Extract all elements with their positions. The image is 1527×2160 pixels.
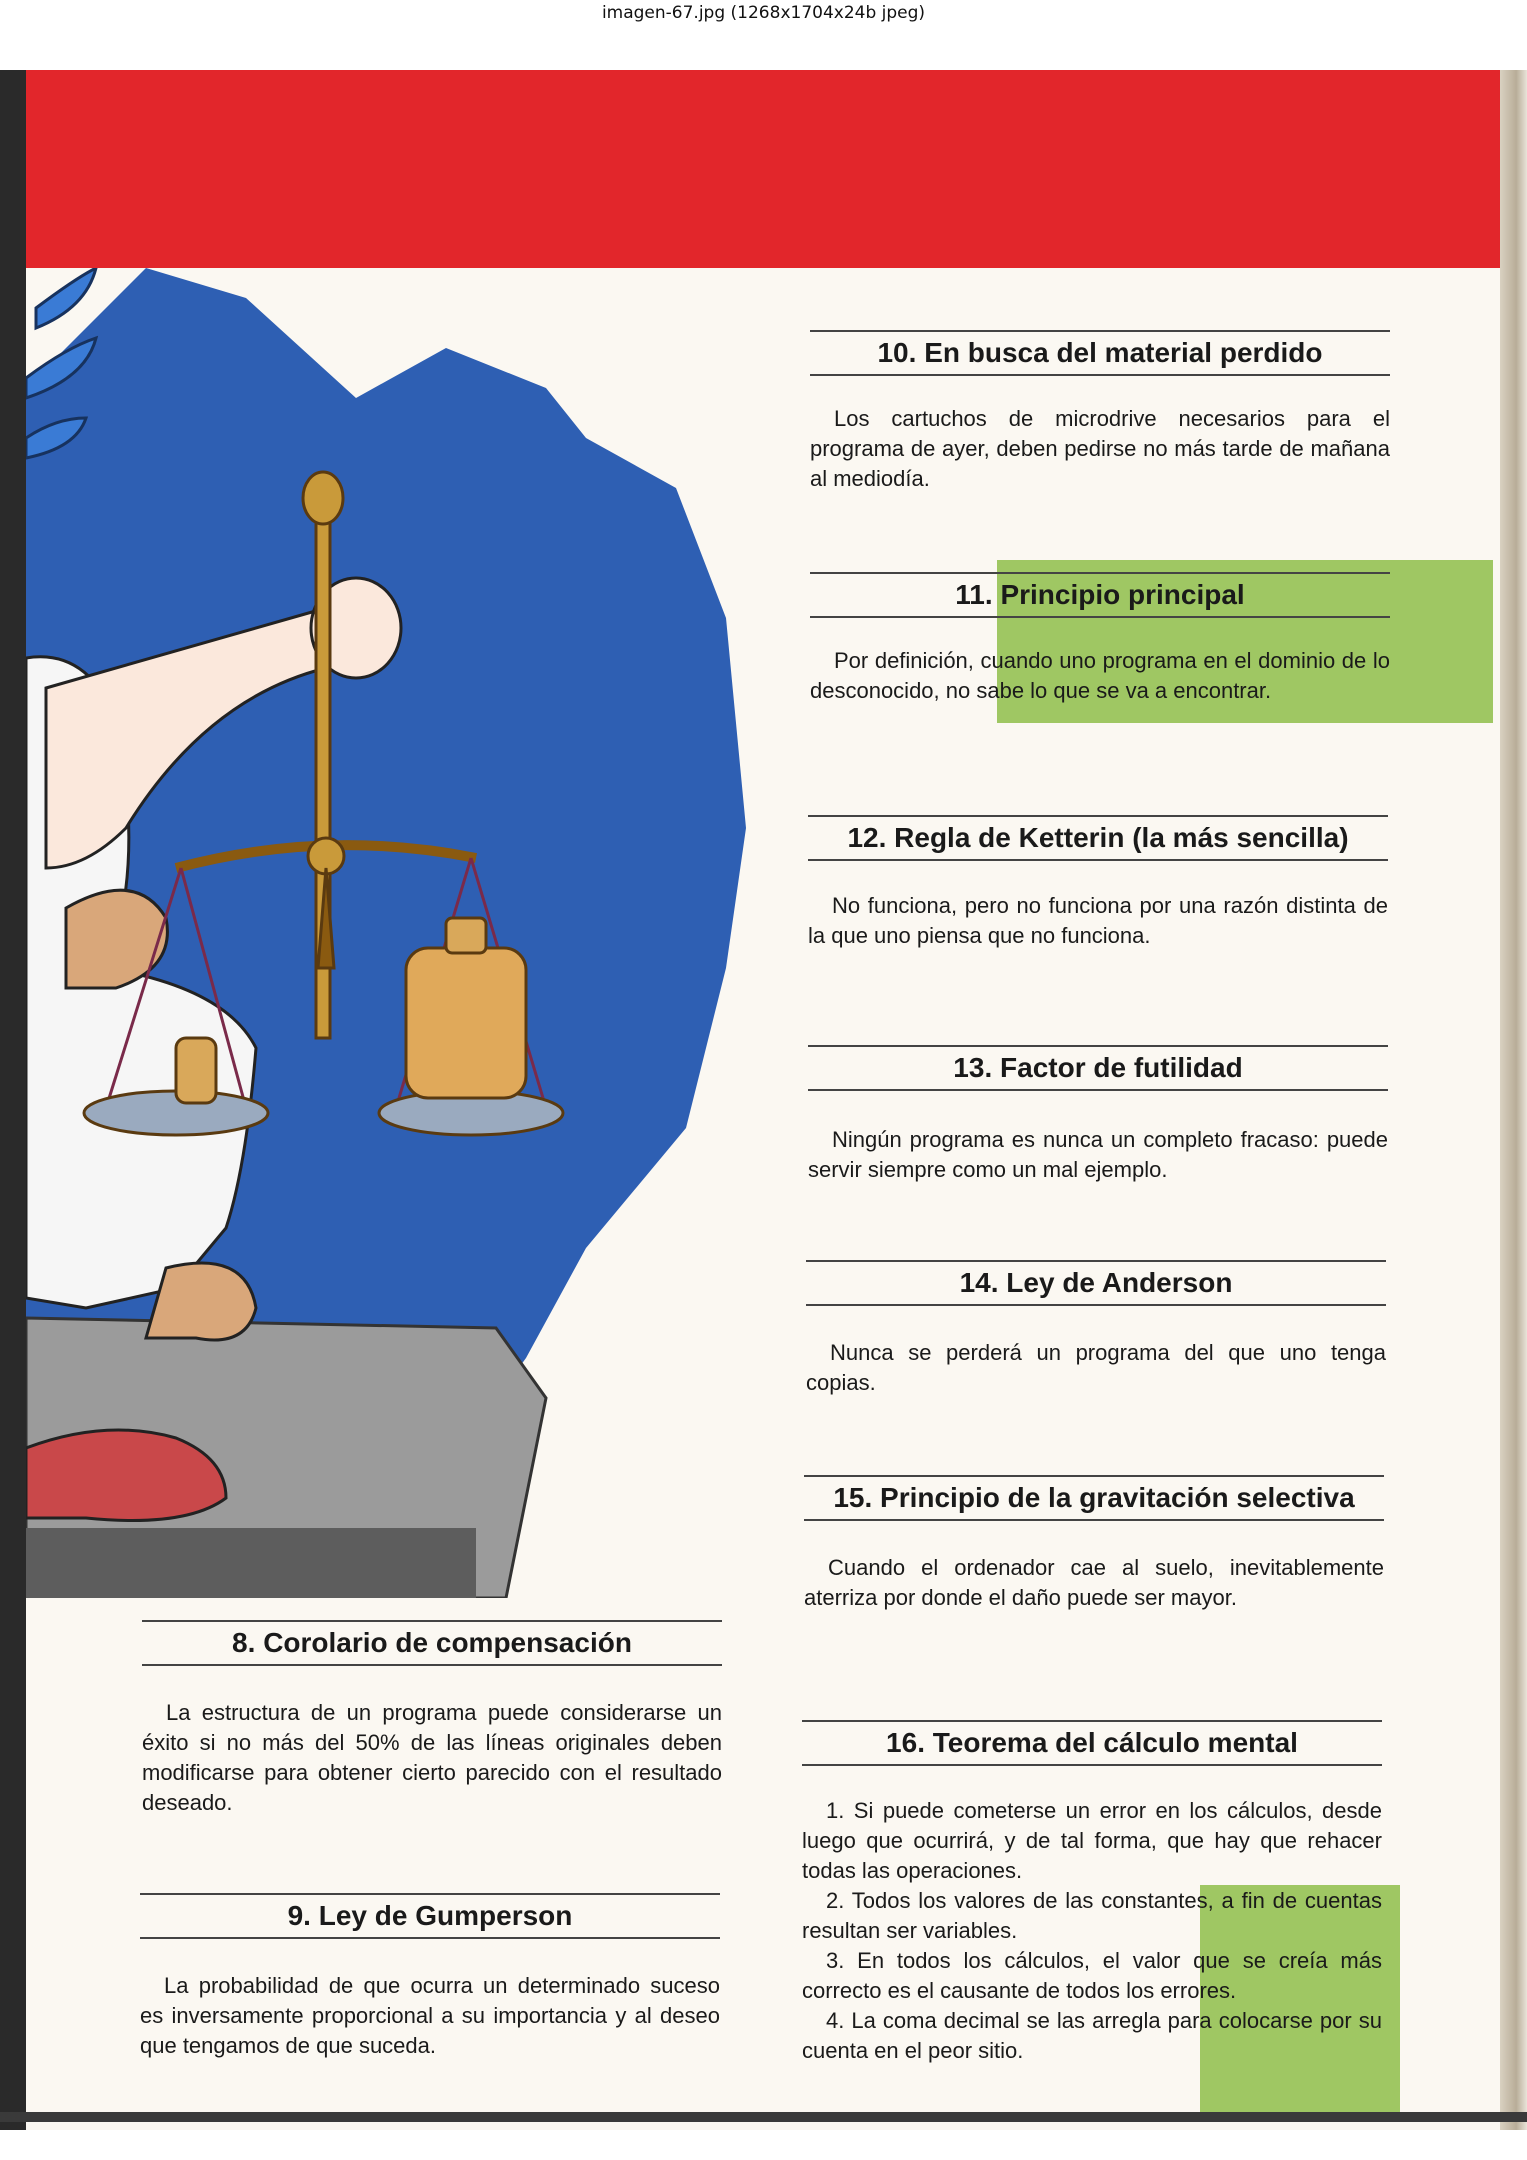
section-11 — [810, 572, 1390, 706]
section-9-title: 9. Ley de Gumperson — [287, 1900, 573, 1931]
section-10-number: 10. — [877, 337, 917, 368]
theorem-item-1: 1. Si puede cometerse un error en los cálculos, desde luego que ocurrirá, y de tal forma, que hay que rehacer todas las operaciones. — [802, 1798, 1382, 1883]
section-11-body: Por definición, cuando uno programa en el dominio de lo desconocido, no sabe lo que se va a encontrar. — [810, 648, 1390, 703]
section-10-body: Los cartuchos de microdrive necesarios para el programa de ayer, deben pedirse no más tarde de mañana al mediodía. — [810, 406, 1390, 491]
theorem-item-4: 4. La coma decimal se las arregla para colocarse por su cuenta en el peor sitio. — [802, 2008, 1382, 2063]
section-15-title: 15. Principio de la gravitación selectiva — [833, 1482, 1355, 1513]
section-15-body: Cuando el ordenador cae al suelo, inevitablemente aterriza por donde el daño puede ser mayor. — [804, 1555, 1384, 1610]
section-10-title: 10. En busca del material perdido — [877, 337, 1323, 368]
scan-filename-header: imagen-67.jpg (1268x1704x24b jpeg) — [601, 3, 926, 23]
section-14-body: Nunca se perderá un programa del que uno tenga copias. — [806, 1340, 1386, 1395]
red-header-band — [26, 70, 1500, 268]
justice-scales-illustration — [26, 268, 826, 1598]
section-8 — [142, 1620, 722, 1818]
section-15 — [804, 1475, 1384, 1613]
section-14 — [806, 1260, 1386, 1398]
section-14-title: 14. Ley de Anderson — [959, 1267, 1233, 1298]
section-12-title: 12. Regla de Ketterin (la más sencilla) — [847, 822, 1349, 853]
theorem-item-3: 3. En todos los cálculos, el valor que se creía más correcto es el causante de todos los errores. — [802, 1948, 1382, 2003]
section-12-number: 12. — [847, 822, 887, 853]
section-12 — [808, 815, 1388, 951]
section-9-number: 9. — [287, 1900, 311, 1931]
section-13-number: 13. — [953, 1052, 993, 1083]
section-15-number: 15. — [833, 1482, 873, 1513]
section-8-body: La estructura de un programa puede considerarse un éxito si no más del 50% de las líneas originales deben modificarse para obtener cierto parecido con el resultado deseado. — [142, 1700, 722, 1815]
section-11-number: 11. — [955, 579, 993, 610]
section-13 — [808, 1045, 1388, 1185]
section-13-body: Ningún programa es nunca un completo fracaso: puede servir siempre como un mal ejemplo. — [808, 1127, 1388, 1182]
section-8-title: 8. Corolario de compensación — [232, 1627, 632, 1658]
section-8-number: 8. — [232, 1627, 256, 1658]
section-9-body: La probabilidad de que ocurra un determinado suceso es inversamente proporcional a su importancia y al deseo que tengamos de que suceda. — [140, 1973, 720, 2058]
theorem-item-2: 2. Todos los valores de las constantes, a fin de cuentas resultan ser variables. — [802, 1888, 1382, 1943]
section-16-title: 16. Teorema del cálculo mental — [886, 1727, 1298, 1758]
section-12-body: No funciona, pero no funciona por una razón distinta de la que uno piensa que no funciona. — [808, 893, 1388, 948]
section-10 — [810, 330, 1390, 494]
page-bottom-edge — [0, 2112, 1527, 2122]
section-16 — [802, 1720, 1382, 2066]
section-16-number: 16. — [886, 1727, 925, 1758]
section-9 — [140, 1893, 720, 2061]
page-left-edge — [0, 70, 26, 2130]
page-right-edge — [1500, 70, 1527, 2130]
section-13-title: 13. Factor de futilidad — [953, 1052, 1243, 1083]
section-11-title: 11. Principio principal — [955, 579, 1245, 610]
section-14-number: 14. — [959, 1267, 999, 1298]
